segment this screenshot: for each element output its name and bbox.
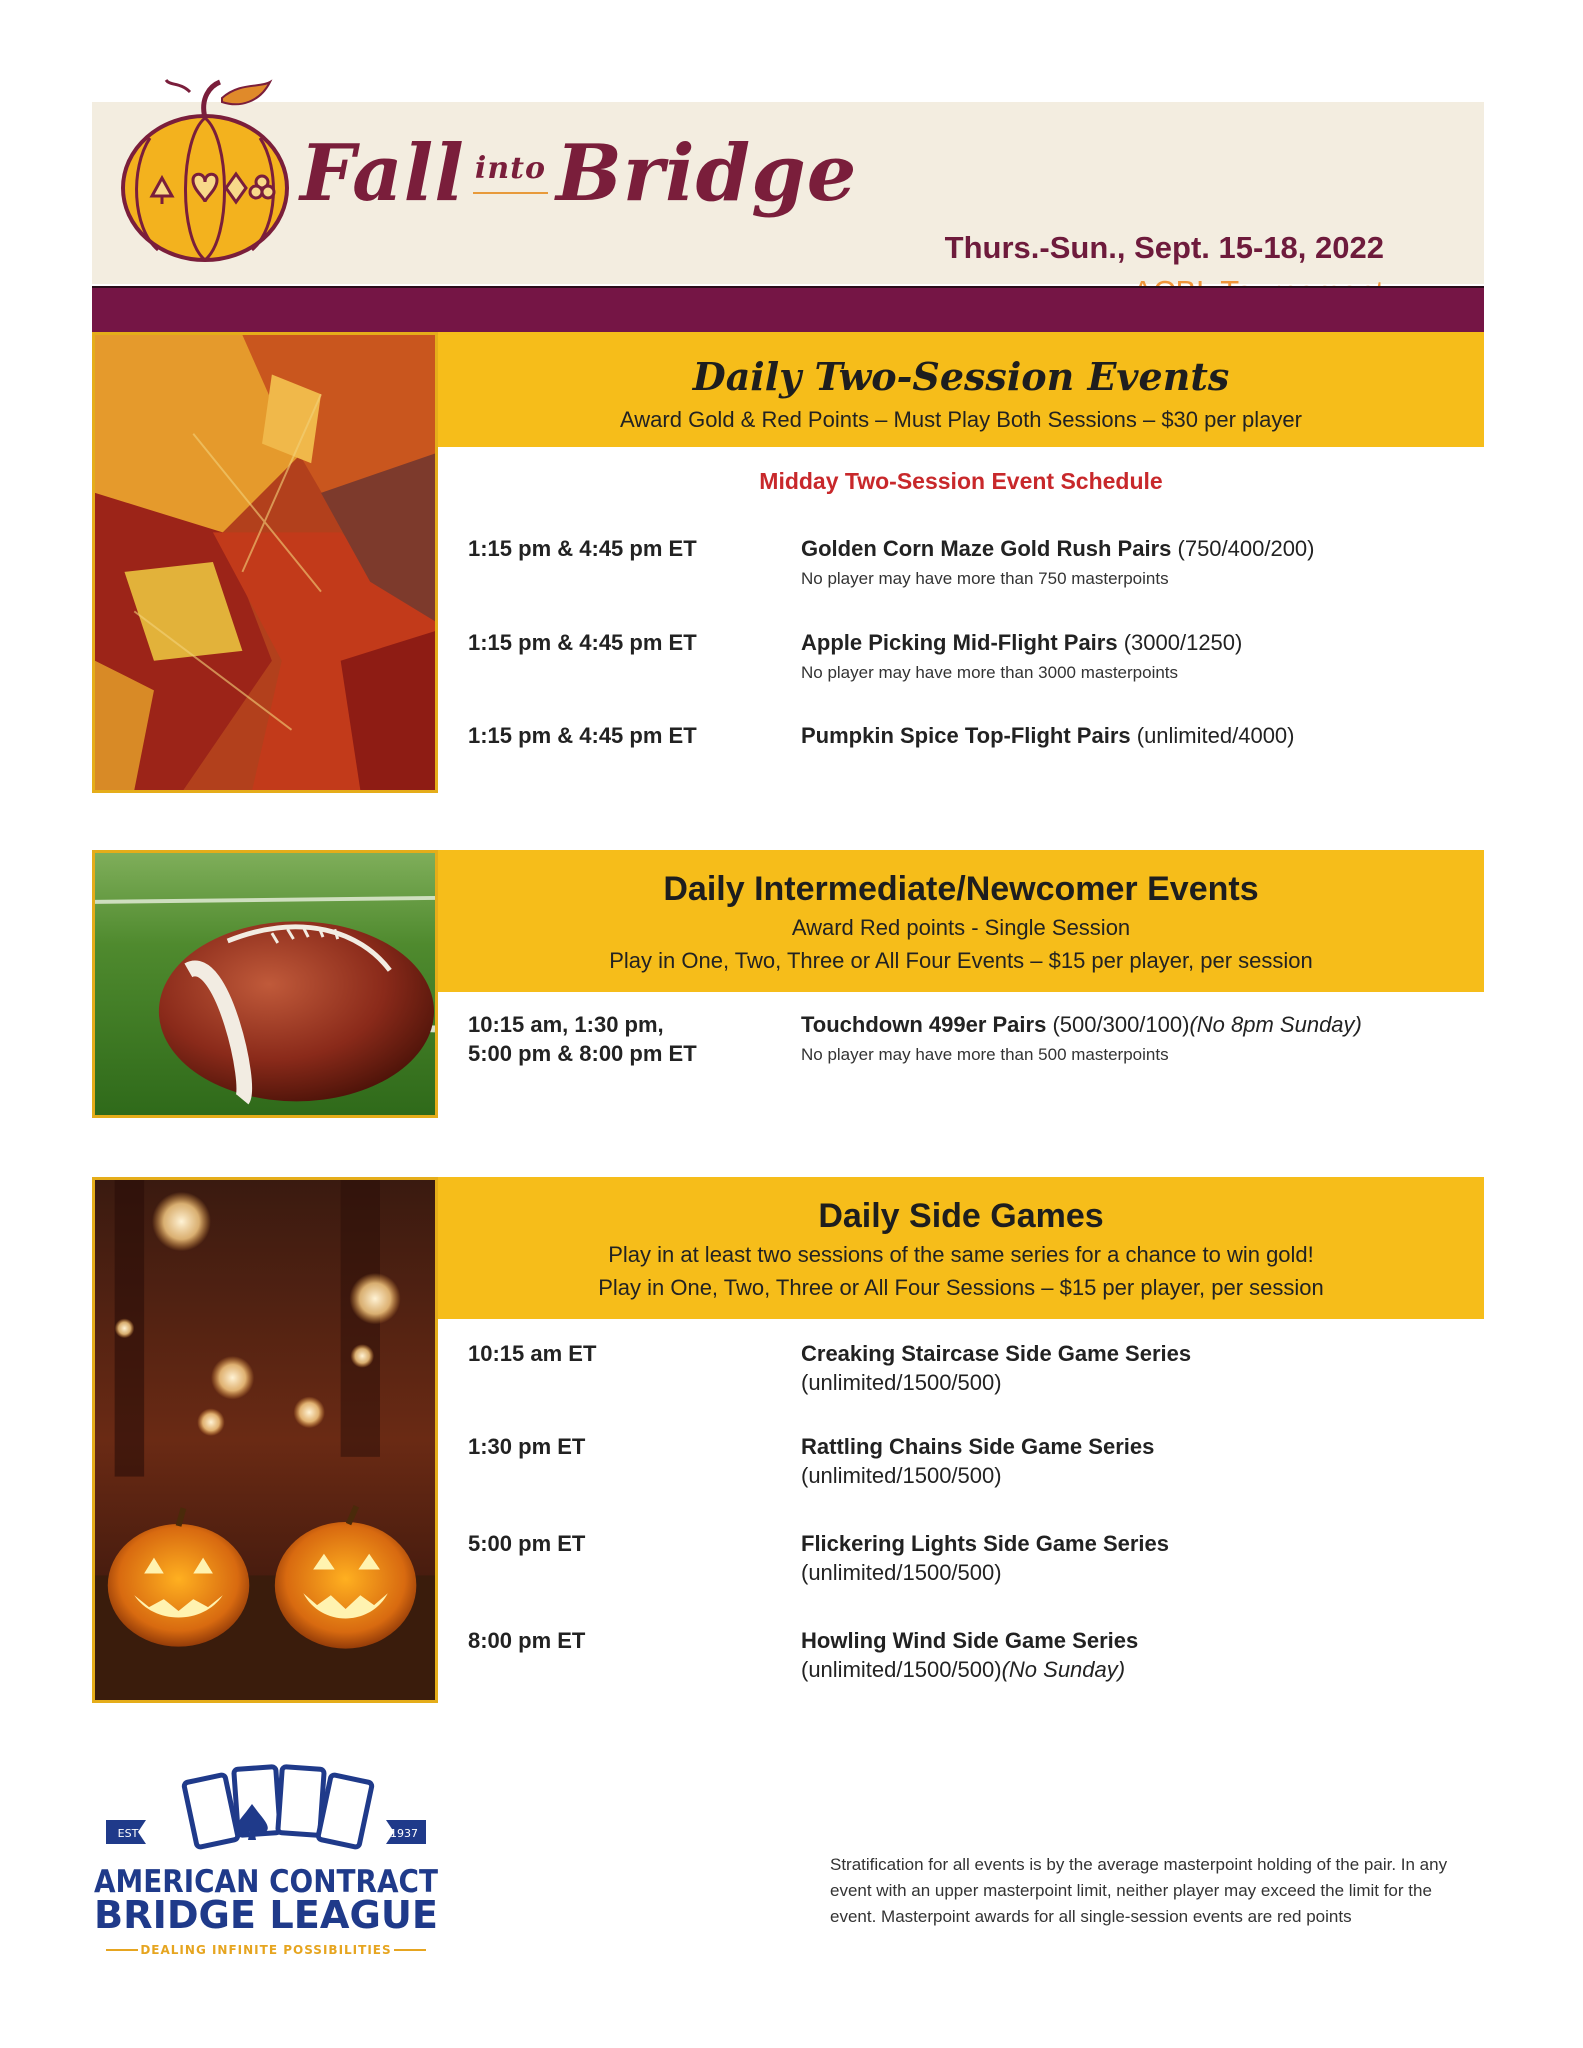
- event-strats: (unlimited/1500/500): [801, 1370, 1002, 1395]
- title-bridge: Bridge: [556, 128, 858, 219]
- event-name: Touchdown 499er Pairs: [801, 1012, 1047, 1037]
- event-extra: (No 8pm Sunday): [1189, 1012, 1362, 1037]
- event-note: No player may have more than 3000 masterpoints: [801, 663, 1179, 682]
- event-time: 1:30 pm ET: [468, 1434, 586, 1459]
- event-details: [801, 1626, 1461, 1684]
- event-name: Rattling Chains Side Game Series: [801, 1434, 1155, 1459]
- event-details: [801, 628, 1461, 685]
- event-name: Pumpkin Spice Top-Flight Pairs: [801, 723, 1131, 748]
- logo-tagline: DEALING INFINITE POSSIBILITIES: [140, 1943, 392, 1957]
- event-name: Golden Corn Maze Gold Rush Pairs: [801, 536, 1172, 561]
- title-fall: Fall: [300, 128, 465, 219]
- event-name: Creaking Staircase Side Game Series: [801, 1341, 1192, 1366]
- event-name: Flickering Lights Side Game Series: [801, 1531, 1170, 1556]
- logo-est: EST: [117, 1827, 139, 1840]
- side-games-subtitle-1: Play in at least two sessions of the same series for a chance to win gold!: [608, 1242, 1314, 1267]
- event-details: [801, 1010, 1461, 1067]
- event-strats: (3000/1250): [1117, 630, 1243, 655]
- event-strats: (750/400/200): [1171, 536, 1315, 561]
- side-games-subtitle-2: Play in One, Two, Three or All Four Sessions – $15 per player, per session: [598, 1275, 1324, 1300]
- acbl-logo: [86, 1760, 446, 1960]
- event-time: 8:00 pm ET: [468, 1628, 586, 1653]
- logo-line1: AMERICAN CONTRACT: [94, 1864, 438, 1900]
- jack-o-lanterns-image: [92, 1177, 438, 1703]
- event-time: 1:15 pm & 4:45 pm ET: [468, 630, 697, 655]
- logo-line2: BRIDGE LEAGUE: [94, 1893, 438, 1937]
- two-session-subtitle: Award Gold & Red Points – Must Play Both Sessions – $30 per player: [620, 407, 1302, 432]
- logo-year: 1937: [390, 1827, 418, 1840]
- event-note: No player may have more than 750 masterpoints: [801, 569, 1169, 588]
- two-session-header: [438, 332, 1484, 447]
- divider-bar: [92, 286, 1484, 332]
- event-time: 1:15 pm & 4:45 pm ET: [468, 723, 697, 748]
- event-strats: (500/300/100): [1046, 1012, 1190, 1037]
- event-dates: Thurs.-Sun., Sept. 15-18, 2022: [944, 230, 1384, 265]
- event-details: [801, 721, 1461, 750]
- event-strats: (unlimited/1500/500): [801, 1560, 1002, 1585]
- event-details: [801, 1529, 1461, 1587]
- pumpkin-logo-icon: [110, 78, 300, 268]
- football-image: [92, 850, 438, 1118]
- event-note: No player may have more than 500 masterpoints: [801, 1045, 1169, 1064]
- event-time: [468, 1010, 697, 1068]
- intermediate-header: [438, 850, 1484, 992]
- event-time: 5:00 pm ET: [468, 1531, 586, 1556]
- side-games-title: Daily Side Games: [818, 1197, 1104, 1235]
- autumn-leaves-image: [92, 332, 438, 793]
- event-details: [801, 1432, 1461, 1490]
- page-title: [300, 128, 857, 219]
- intermediate-title: Daily Intermediate/Newcomer Events: [663, 870, 1259, 908]
- event-strats: (unlimited/4000): [1130, 723, 1295, 748]
- event-strats: (unlimited/1500/500): [801, 1463, 1002, 1488]
- event-time-line: 5:00 pm & 8:00 pm ET: [468, 1041, 697, 1066]
- two-session-title: Daily Two-Session Events: [692, 354, 1230, 399]
- side-games-header: [438, 1177, 1484, 1319]
- event-strats: (unlimited/1500/500): [801, 1657, 1002, 1682]
- midday-schedule-title: Midday Two-Session Event Schedule: [759, 468, 1163, 494]
- event-time: 1:15 pm & 4:45 pm ET: [468, 536, 697, 561]
- event-name: Apple Picking Mid-Flight Pairs: [801, 630, 1118, 655]
- event-name: Howling Wind Side Game Series: [801, 1628, 1139, 1653]
- stratification-note: Stratification for all events is by the average masterpoint holding of the pair. In any event with an upper masterpoint limit, neither player may exceed the limit for the event. Masterpoint awards for all single-session events are red points: [830, 1855, 1448, 1926]
- event-extra: (No Sunday): [1001, 1657, 1126, 1682]
- event-time-line: 10:15 am, 1:30 pm,: [468, 1012, 664, 1037]
- event-details: [801, 1339, 1461, 1397]
- intermediate-subtitle-1: Award Red points - Single Session: [791, 915, 1131, 940]
- title-into: into: [474, 151, 546, 186]
- intermediate-subtitle-2: Play in One, Two, Three or All Four Events – $15 per player, per session: [609, 948, 1313, 973]
- event-details: [801, 534, 1461, 591]
- event-time: 10:15 am ET: [468, 1341, 597, 1366]
